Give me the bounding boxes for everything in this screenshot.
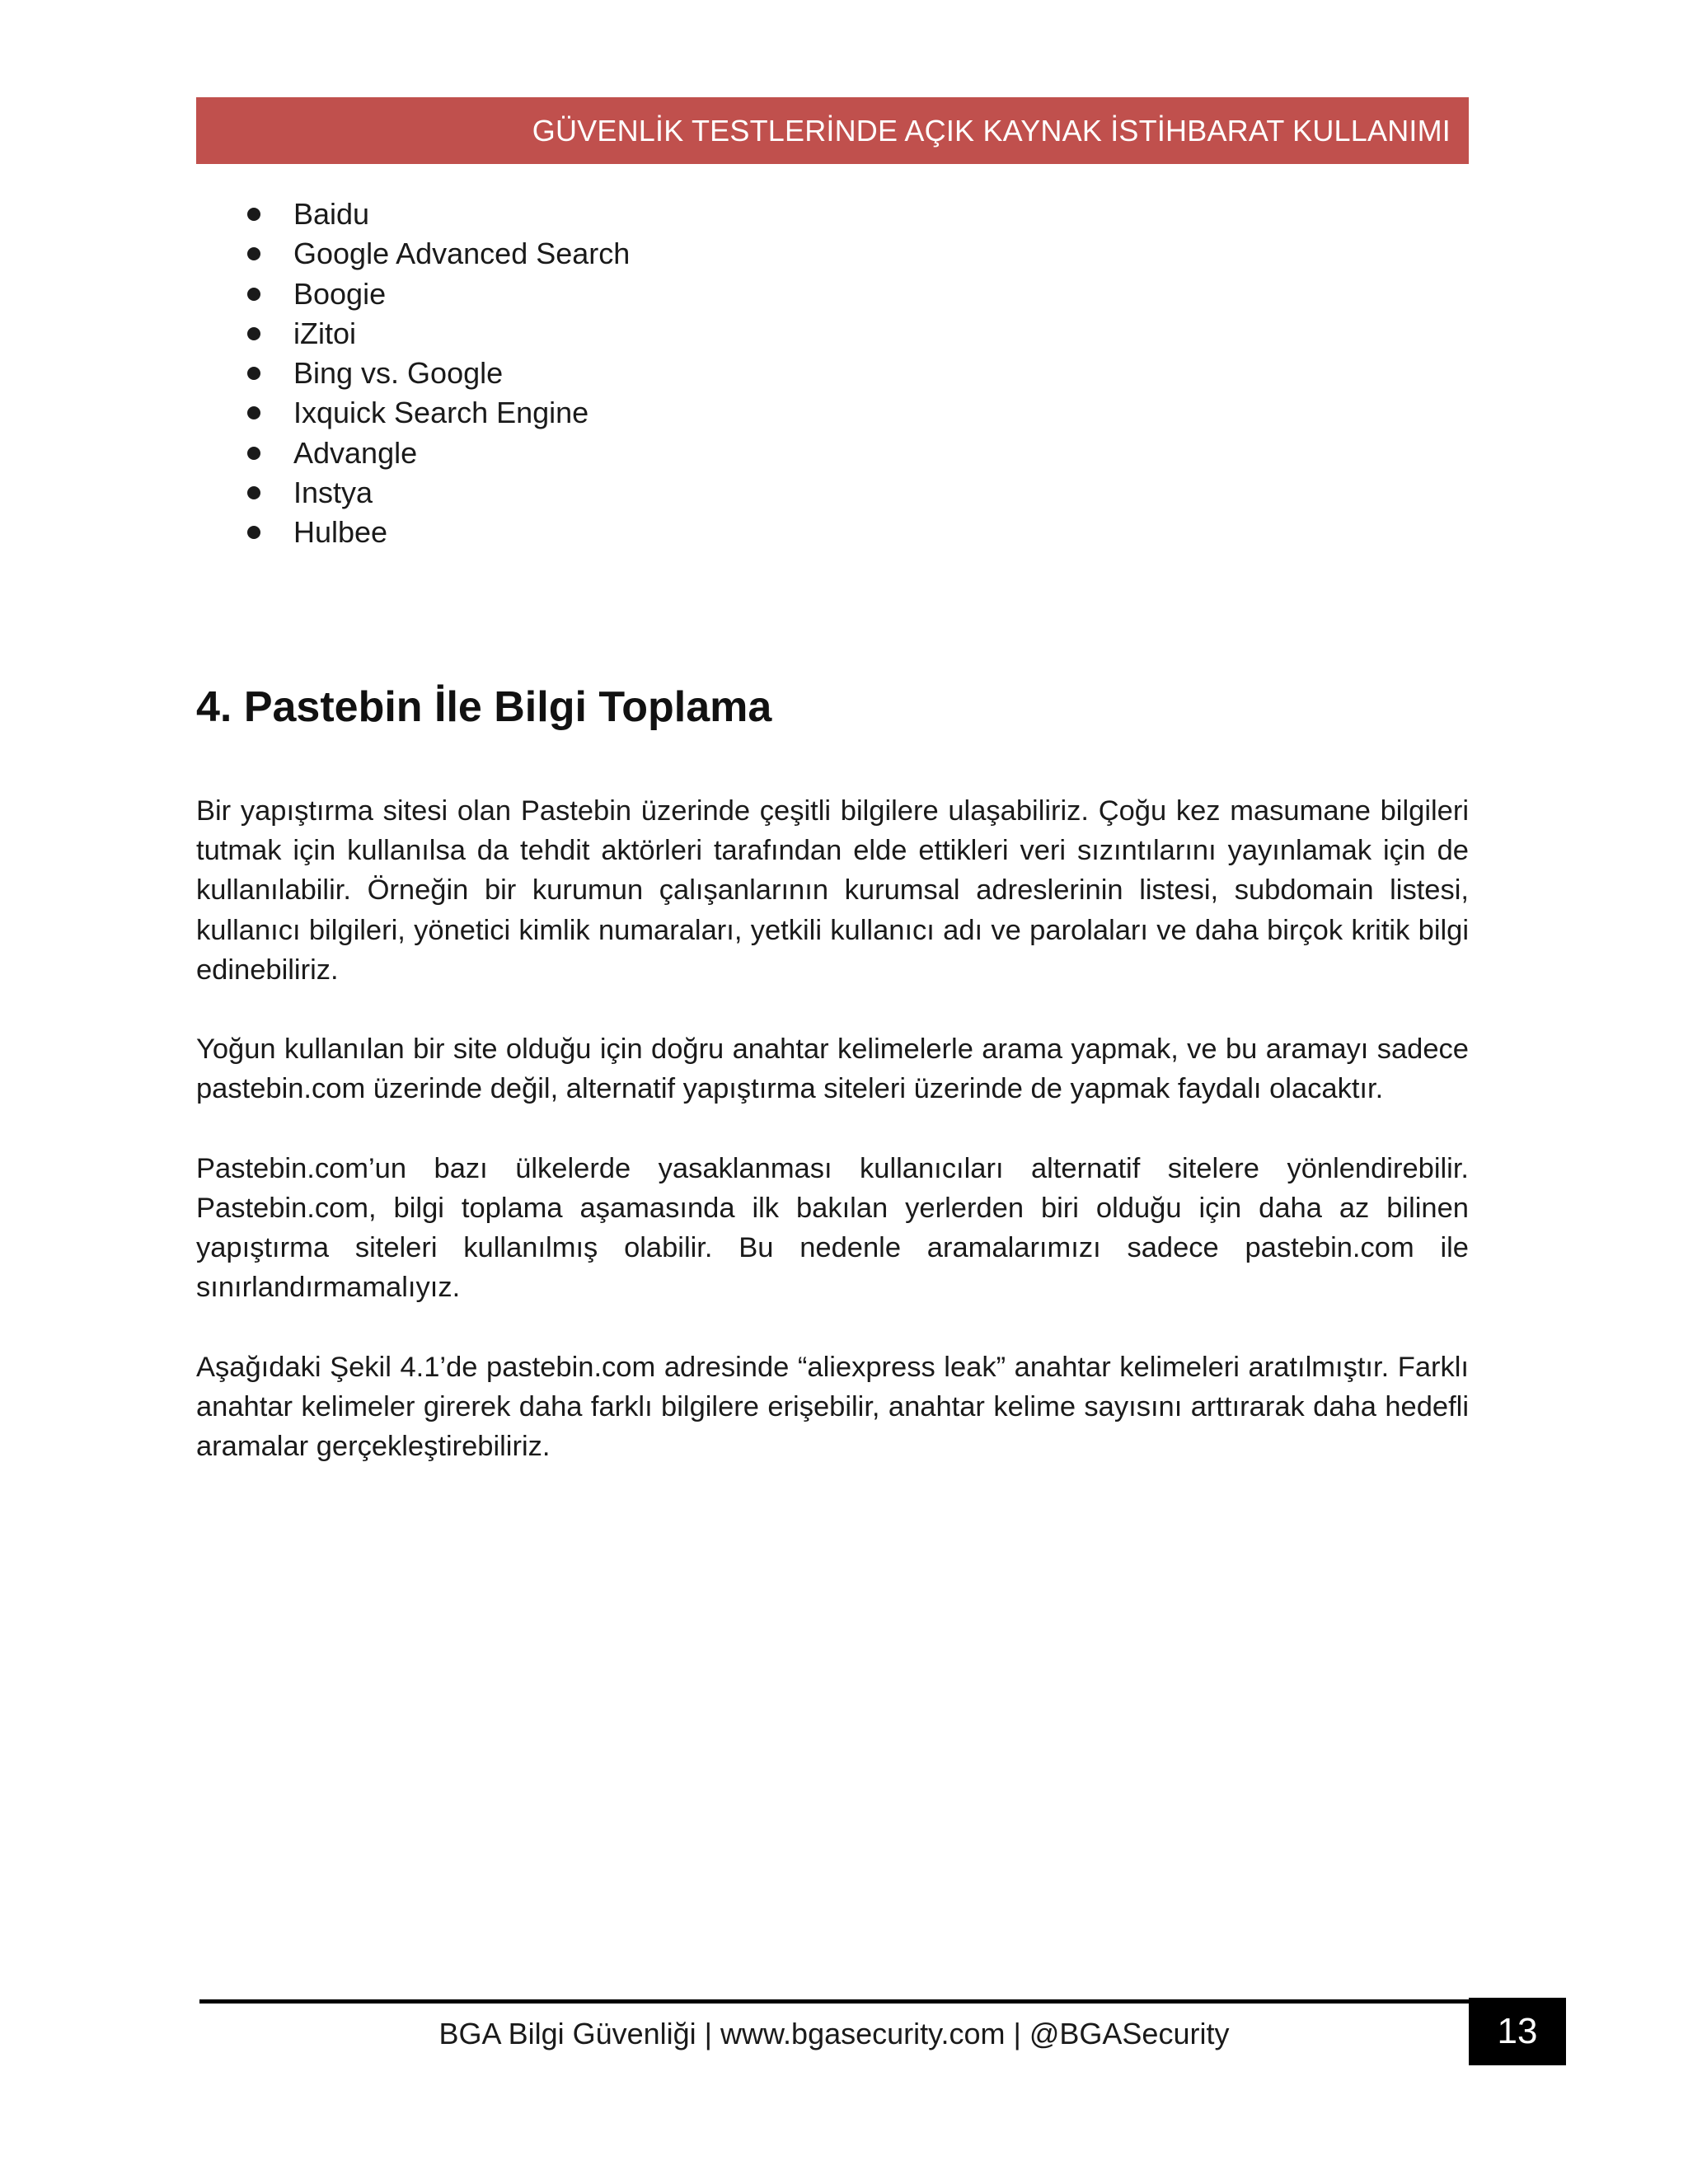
footer-divider [199,1999,1469,2004]
list-item-label: Ixquick Search Engine [293,396,589,430]
list-item [241,274,630,314]
section-body [196,791,1469,1507]
page-header: GÜVENLİK TESTLERİNDE AÇIK KAYNAK İSTİHBARAT KULLANIMI [196,97,1469,164]
bullet-icon [247,526,260,539]
search-engine-list [241,194,630,553]
page-number: 13 [1469,1998,1566,2065]
list-item [241,354,630,393]
bullet-icon [247,288,260,301]
list-item-label: Baidu [293,197,370,231]
list-item [241,393,630,433]
list-item-label: Instya [293,476,373,510]
bullet-icon [247,406,260,419]
list-item-label: Hulbee [293,515,388,550]
list-item [241,434,630,473]
paragraph: Yoğun kullanılan bir site olduğu için doğru anahtar kelimelerle arama yapmak, ve bu aramayı sadece pastebin.com üzerinde değil, alternatif yapıştırma siteleri üzerinde de yapmak faydalı olacaktır. [196,1033,1469,1105]
list-item [241,473,630,513]
section-title: 4. Pastebin İle Bilgi Toplama [196,683,772,731]
bullet-icon [247,327,260,340]
list-item [241,513,630,552]
paragraph: Bir yapıştırma sitesi olan Pastebin üzerinde çeşitli bilgilere ulaşabiliriz. Çoğu kez masumane bilgileri tutmak için kullanılsa da tehdit aktörleri tarafından elde ettikleri veri sızıntılarını yayınlamak için de kullanılabilir. Örneğin bir kurumun çalışanlarının kurumsal adreslerinin listesi, subdomain listesi, kullanıcı bilgileri, yönetici kimlik numaraları, yetkili kullanıcı adı ve parolaları ve daha birçok kritik bilgi edinebiliriz. [196,795,1469,986]
paragraph: Pastebin.com’un bazı ülkelerde yasaklanması kullanıcıları alternatif sitelere yönlendirebilir. Pastebin.com, bilgi toplama aşamasında ilk bakılan yerlerden biri olduğu için daha az bilinen yapıştırma siteleri kullanılmış olabilir. Bu nedenle aramalarımızı sadece pastebin.com ile sınırlandırmamalıyız. [196,1152,1469,1304]
list-item-label: Advangle [293,435,418,470]
bullet-icon [247,486,260,499]
list-item-label: Google Advanced Search [293,237,631,271]
bullet-icon [247,367,260,380]
list-item-label: Boogie [293,276,387,311]
footer-text: BGA Bilgi Güvenliği | www.bgasecurity.com | @BGASecurity [438,2017,1230,2050]
list-item-label: Bing vs. Google [293,356,504,391]
list-item-label: iZitoi [293,316,357,350]
bullet-icon [247,247,260,260]
bullet-icon [247,447,260,460]
bullet-icon [247,208,260,221]
list-item [241,234,630,274]
list-item [241,194,630,234]
list-item [241,314,630,354]
paragraph: Aşağıdaki Şekil 4.1’de pastebin.com adresinde “aliexpress leak” anahtar kelimeleri aratılmıştır. Farklı anahtar kelimeler girerek daha farklı bilgilere erişebilir, anahtar kelime sayısını arttırarak daha hedefli aramalar gerçekleştirebiliriz. [196,1351,1469,1463]
